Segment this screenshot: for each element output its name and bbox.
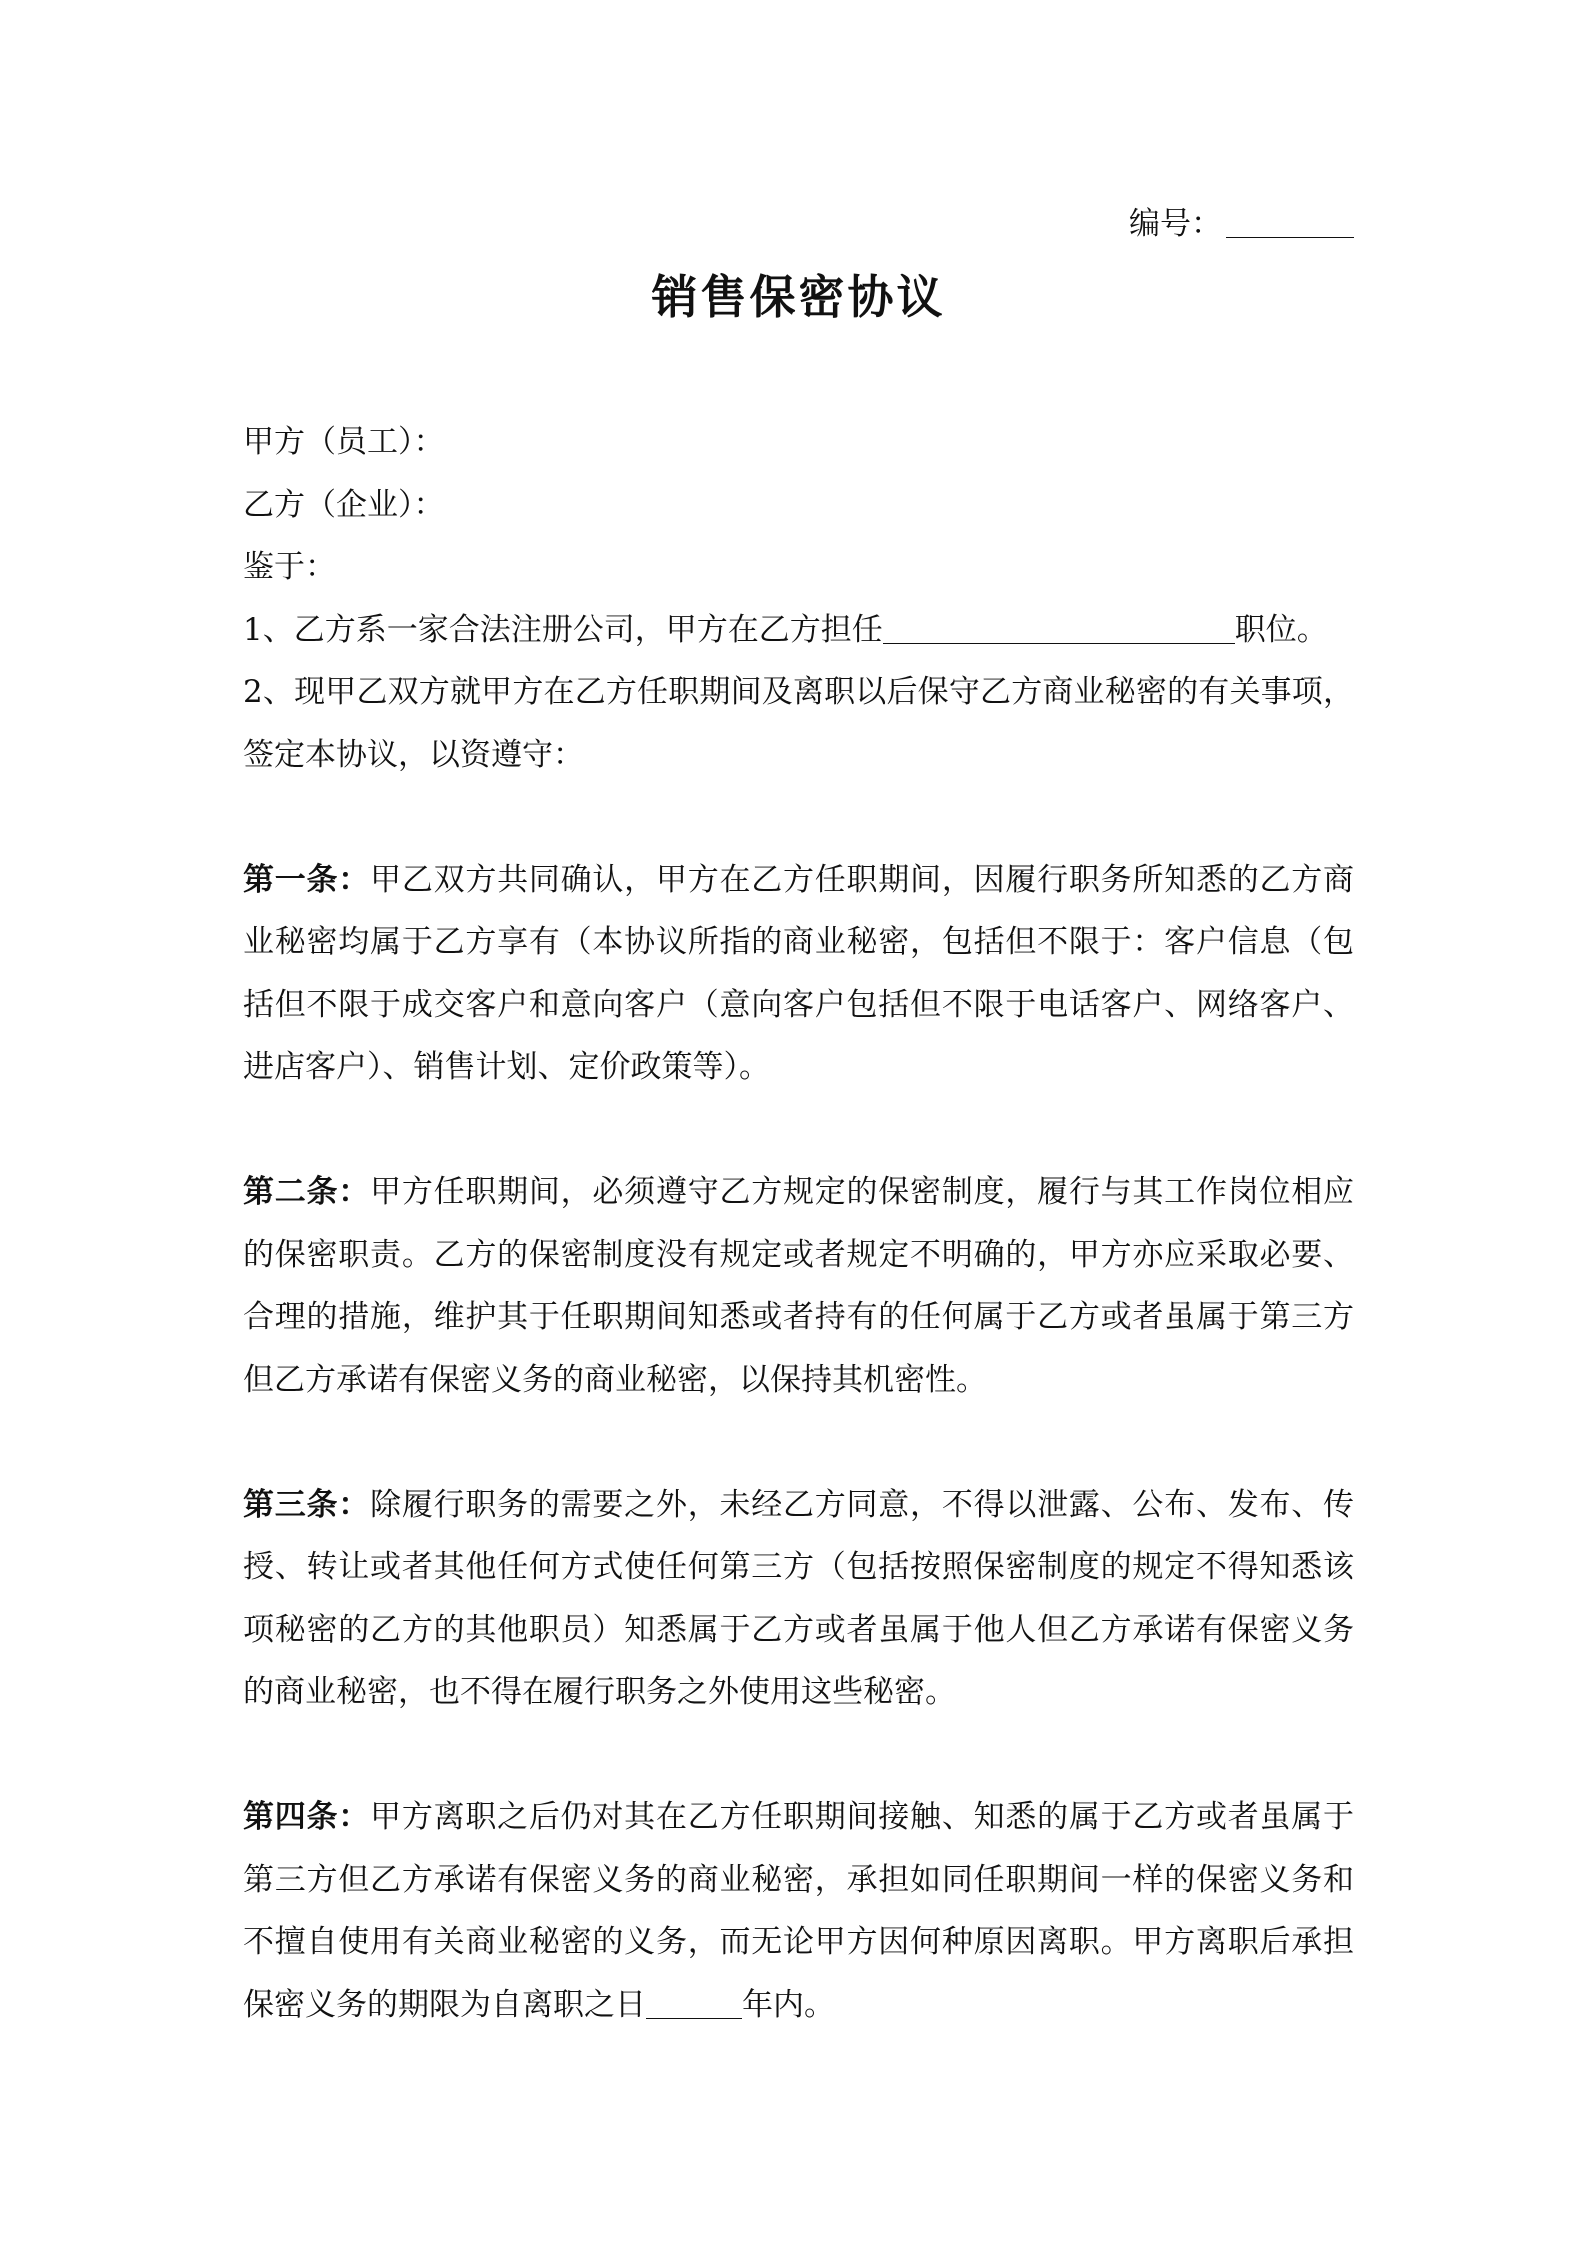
clause-3 bbox=[243, 1474, 1354, 1724]
recital-1 bbox=[243, 599, 1354, 662]
clause-4-term-suffix: 年内。 bbox=[742, 1986, 835, 2023]
clause-3-line-4: 的商业秘密，也不得在履行职务之外使用这些秘密。 bbox=[243, 1674, 956, 1710]
clause-2-line-2: 的保密职责。乙方的保密制度没有规定或者规定不明确的，甲方亦应采取必要、 bbox=[243, 1236, 1354, 1273]
clause-3-text-1: 除履行职务的需要之外，未经乙方同意，不得以泄露、公布、发布、传 bbox=[370, 1486, 1355, 1523]
clause-4-term-text: 保密义务的期限为自离职之日 bbox=[243, 1986, 646, 2023]
clause-4-heading: 第四条： bbox=[243, 1799, 371, 1835]
term-years-blank[interactable] bbox=[646, 1988, 742, 2019]
clause-3-heading: 第三条： bbox=[243, 1486, 371, 1523]
clause-3-line-1 bbox=[243, 1474, 1354, 1537]
clause-4-line-1 bbox=[243, 1786, 1354, 1849]
clause-4-line-4 bbox=[243, 1974, 1354, 2037]
clause-1 bbox=[243, 849, 1354, 1099]
clause-2-heading: 第二条： bbox=[243, 1174, 371, 1210]
clause-1-line-4: 进店客户）、销售计划、定价政策等）。 bbox=[243, 1049, 770, 1085]
recital-2-line-2: 签定本协议，以资遵守： bbox=[243, 736, 584, 773]
clause-1-line-1 bbox=[243, 849, 1354, 912]
clause-1-heading: 第一条： bbox=[243, 861, 371, 898]
clause-2-line-3: 合理的措施，维护其于任职期间知悉或者持有的任何属于乙方或者虽属于第三方 bbox=[243, 1299, 1354, 1335]
recital-1-text: 1、乙方系一家合法注册公司，甲方在乙方担任 bbox=[243, 611, 883, 648]
recital-1-suffix: 职位。 bbox=[1234, 611, 1328, 648]
clause-1-line-3: 括但不限于成交客户和意向客户（意向客户包括但不限于电话客户、网络客户、 bbox=[243, 986, 1354, 1023]
clause-4 bbox=[243, 1786, 1354, 2036]
clause-3-line-2: 授、转让或者其他任何方式使任何第三方（包括按照保密制度的规定不得知悉该 bbox=[243, 1549, 1354, 1585]
document-number bbox=[1129, 204, 1354, 244]
document-number-blank[interactable] bbox=[1226, 207, 1354, 238]
recital-2-line-1: 2、现甲乙双方就甲方在乙方任职期间及离职以后保守乙方商业秘密的有关事项， bbox=[243, 674, 1354, 710]
clause-1-text-1: 甲乙双方共同确认，甲方在乙方任职期间，因履行职务所知悉的乙方商 bbox=[370, 861, 1355, 898]
document-body bbox=[243, 411, 1354, 2036]
clause-4-text-1: 甲方离职之后仍对其在乙方任职期间接触、知悉的属于乙方或者虽属于 bbox=[370, 1799, 1355, 1835]
clause-2-line-4: 但乙方承诺有保密义务的商业秘密，以保持其机密性。 bbox=[243, 1361, 987, 1398]
document-number-label: 编号： bbox=[1129, 206, 1222, 242]
clause-2 bbox=[243, 1161, 1354, 1411]
clause-2-text-1: 甲方任职期间，必须遵守乙方规定的保密制度，履行与其工作岗位相应 bbox=[370, 1174, 1355, 1210]
clause-4-line-2: 第三方但乙方承诺有保密义务的商业秘密，承担如同任职期间一样的保密义务和 bbox=[243, 1861, 1354, 1898]
clause-4-line-3: 不擅自使用有关商业秘密的义务，而无论甲方因何种原因离职。甲方离职后承担 bbox=[243, 1924, 1354, 1960]
party-b-line: 乙方（企业）： bbox=[243, 486, 445, 523]
clause-2-line-1 bbox=[243, 1161, 1354, 1224]
position-blank[interactable] bbox=[883, 613, 1235, 644]
clause-1-line-2: 业秘密均属于乙方享有（本协议所指的商业秘密，包括但不限于：客户信息（包 bbox=[243, 924, 1354, 960]
party-a-line: 甲方（员工）： bbox=[243, 424, 445, 460]
clause-3-line-3: 项秘密的乙方的其他职员）知悉属于乙方或者虽属于他人但乙方承诺有保密义务 bbox=[243, 1611, 1354, 1648]
whereas-line: 鉴于： bbox=[243, 549, 336, 585]
document-title: 销售保密协议 bbox=[651, 270, 946, 324]
